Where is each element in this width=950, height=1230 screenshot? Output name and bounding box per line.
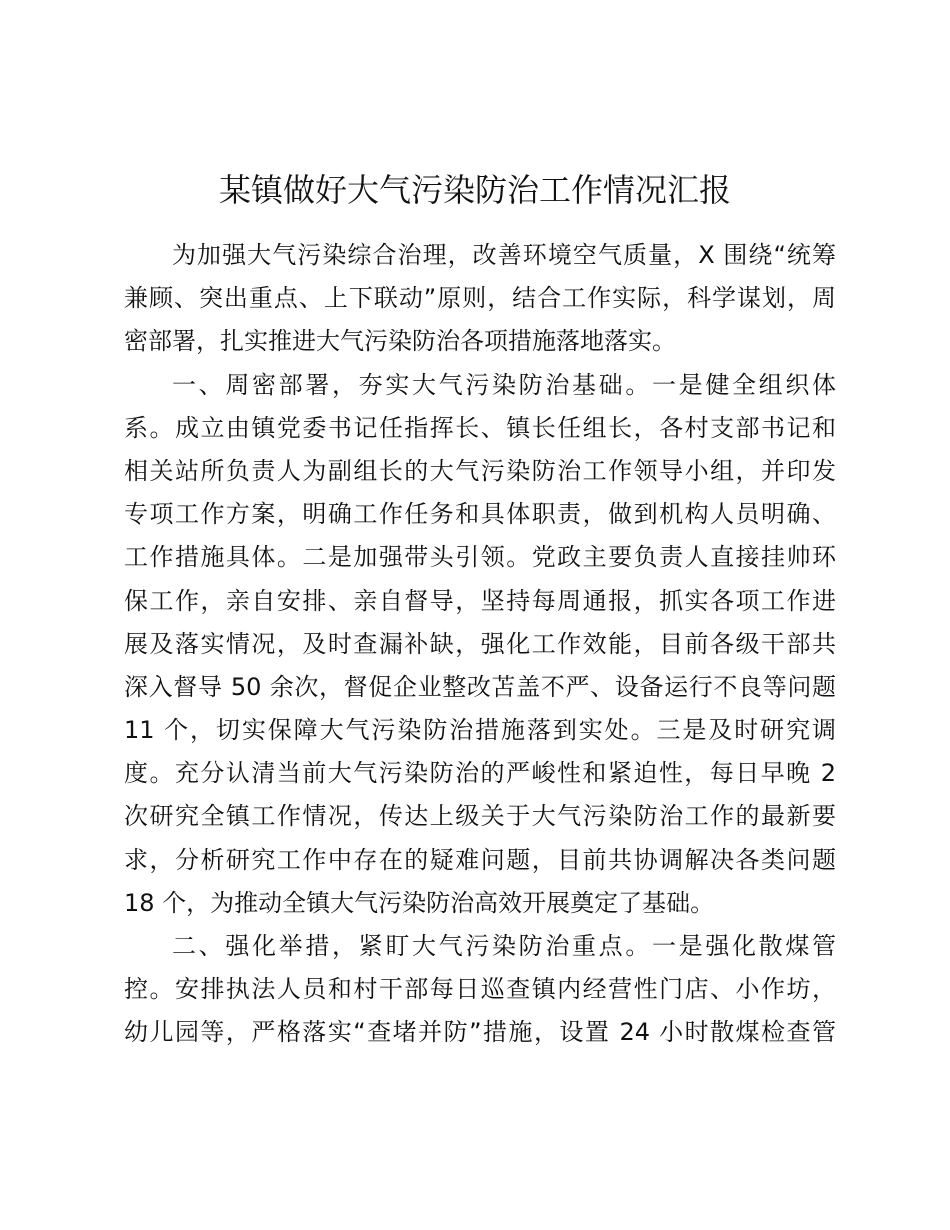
paragraph-1-line-1: 为加强大气污染综合治理，改善环境空气质量，X 围绕“统筹: [172, 241, 836, 269]
paragraph-2-line-1: 一、周密部署，夯实大气污染防治基础。一是健全组织体: [172, 370, 836, 399]
paragraph-2-line-9: 11 个，切实保障大气污染防治措施落到实处。三是及时研究调: [124, 716, 836, 745]
document-title: 某镇做好大气污染防治工作情况汇报: [218, 171, 731, 209]
paragraph-2-line-6: 保工作，亲自安排、亲自督导，坚持每周通报，抓实各项工作进: [124, 586, 836, 615]
paragraph-2-line-8: 深入督导 50 余次，督促企业整改苫盖不严、设备运行不良等问题: [124, 672, 836, 701]
paragraph-2-line-13: 18 个，为推动全镇大气污染防治高效开展奠定了基础。: [124, 888, 715, 917]
paragraph-2-line-2: 系。成立由镇党委书记任指挥长、镇长任组长，各村支部书记和: [124, 413, 836, 442]
document-body: [124, 234, 836, 1055]
paragraph-3-line-2: 控。安排执法人员和村干部每日巡查镇内经营性门店、小作坊，: [124, 975, 836, 1004]
paragraph-2-line-7: 展及落实情况，及时查漏补缺，强化工作效能，目前各级干部共: [124, 629, 836, 658]
paragraph-3-line-1: 二、强化举措，紧盯大气污染防治重点。一是强化散煤管: [172, 932, 836, 960]
paragraph-2-line-4: 专项工作方案，明确工作任务和具体职责，做到机构人员明确、: [124, 500, 836, 529]
paragraph-1-line-3: 密部署，扎实推进大气污染防治各项措施落地落实。: [124, 327, 676, 356]
paragraph-2-line-12: 求，分析研究工作中存在的疑难问题，目前共协调解决各类问题: [124, 845, 836, 874]
paragraph-2-line-10: 度。充分认清当前大气污染防治的严峻性和紧迫性，每日早晚 2: [124, 759, 836, 788]
paragraph-3-line-3: 幼儿园等，严格落实“查堵并防”措施，设置 24 小时散煤检查管: [124, 1018, 836, 1047]
paragraph-2-line-3: 相关站所负责人为副组长的大气污染防治工作领导小组，并印发: [124, 456, 836, 485]
paragraph-2-line-5: 工作措施具体。二是加强带头引领。党政主要负责人直接挂帅环: [124, 543, 836, 572]
paragraph-1-line-2: 兼顾、突出重点、上下联动”原则，结合工作实际，科学谋划，周: [124, 284, 836, 313]
paragraph-2-line-11: 次研究全镇工作情况，传达上级关于大气污染防治工作的最新要: [124, 802, 836, 831]
